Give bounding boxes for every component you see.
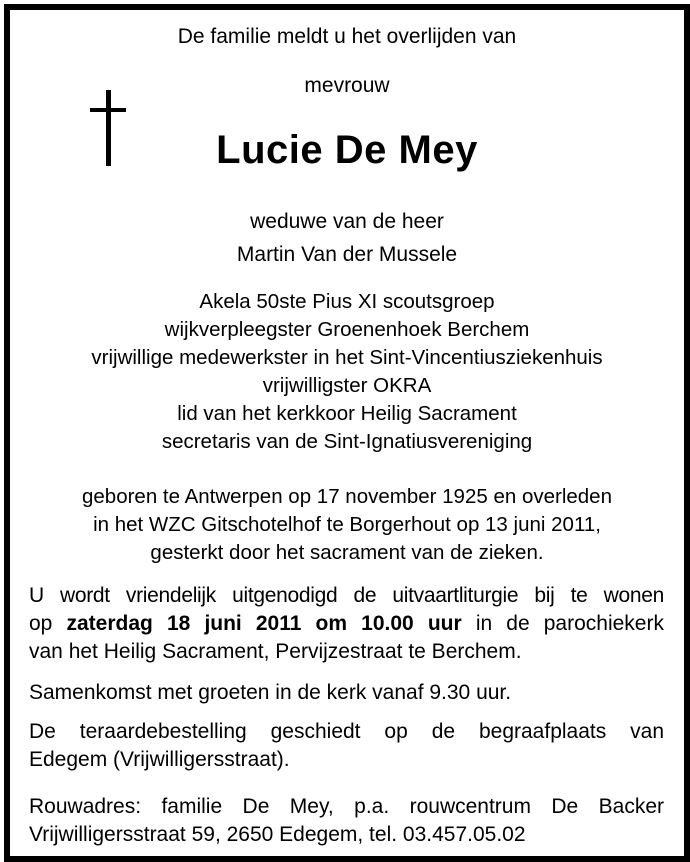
birth-death-line: in het WZC Gitschotelhof te Borgerhout op 13 juni 2011,	[93, 513, 601, 536]
role-line: vrijwilligster OKRA	[262, 374, 432, 397]
role-line: vrijwillige medewerkster in het Sint-Vincentiusziekenhuis	[91, 346, 603, 369]
intro-text: De familie meldt u het overlijden van	[177, 25, 517, 48]
gathering-text: Samenkomst met groeten in de kerk vanaf 9.30 uur.	[29, 681, 512, 704]
spouse-name: Martin Van der Mussele	[236, 243, 458, 266]
birth-death-line: geboren te Antwerpen op 17 november 1925 en overleden	[82, 485, 612, 508]
address-line-2: Vrijwilligersstraat 59, 2650 Edegem, tel. 03.457.05.02	[29, 823, 526, 846]
burial-line-1: De teraardebestelling geschiedt op de begraafplaats van	[29, 720, 664, 743]
birth-death-line: gesterkt door het sacrament van de zieken.	[150, 541, 544, 564]
obituary-card	[4, 4, 690, 862]
role-line: Akela 50ste Pius XI scoutsgroep	[199, 290, 495, 313]
invitation-suffix: in de parochiekerk	[475, 612, 664, 635]
role-line: secretaris van de Sint-Ignatiusvereniging	[161, 430, 533, 453]
funeral-datetime: zaterdag 18 juni 2011 om 10.00 uur	[66, 612, 462, 635]
burial-line-2: Edegem (Vrijwilligersstraat).	[29, 748, 290, 771]
salutation: mevrouw	[304, 74, 390, 97]
invitation-prefix: op	[29, 612, 53, 635]
role-line: lid van het kerkkoor Heilig Sacrament	[177, 402, 517, 425]
role-line: wijkverpleegster Groenenhoek Berchem	[164, 318, 530, 341]
address-line-1: Rouwadres: familie De Mey, p.a. rouwcentrum De Backer	[29, 795, 664, 818]
invitation-line-2	[29, 610, 664, 638]
invitation-line-3: van het Heilig Sacrament, Pervijzestraat te Berchem.	[29, 640, 522, 663]
widow-line: weduwe van de heer	[250, 210, 444, 233]
invitation-line-1: U wordt vriendelijk uitgenodigd de uitvaartliturgie bij te wonen	[29, 584, 664, 607]
deceased-name: Lucie De Mey	[216, 128, 478, 172]
